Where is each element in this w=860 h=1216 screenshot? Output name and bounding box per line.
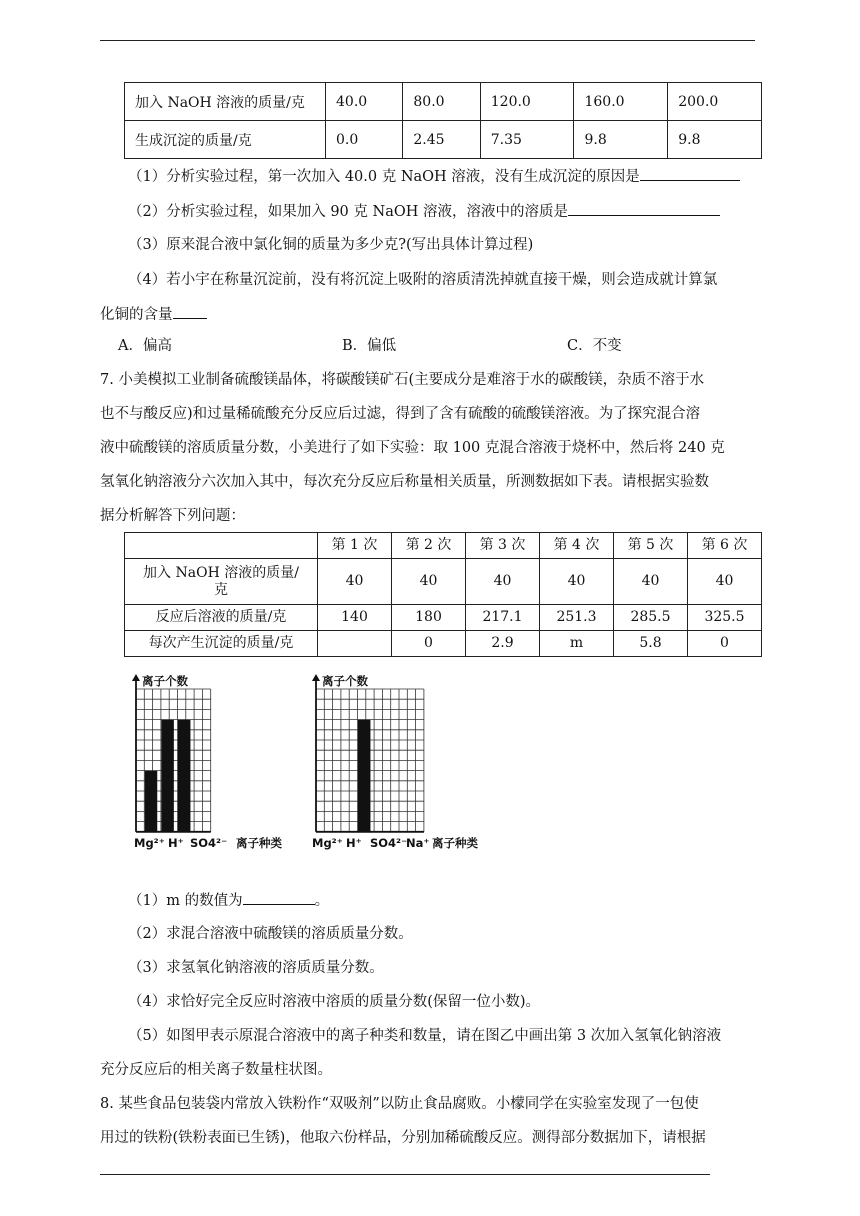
table-row [125,631,762,657]
option-c: C．不变 [567,338,622,354]
naoh-precipitate-table [124,82,762,159]
table-header-row [125,533,762,559]
row-label-line2: 克 [214,581,228,598]
bar [178,720,190,832]
q7-part1 [128,890,329,911]
table-cell: 0 [688,631,762,657]
q8-stem-line1: 8. 某些食品包装袋内常放入铁粉作“双吸剂”以防止食品腐败。小檬同学在实验室发现了一包使 [100,1096,699,1112]
column-header: 第 5 次 [614,533,688,559]
x-axis-label: 离子种类 [432,835,478,850]
q6-part4-line2 [100,304,207,325]
q7-stem-line1: 7. 小美模拟工业制备硫酸镁晶体，将碳酸镁矿石(主要成分是难溶于水的碳酸镁，杂质不溶于水 [100,372,705,388]
table-cell: 0 [392,631,466,657]
answer-blank [243,890,315,905]
corner-cell [125,533,318,559]
footer-rule [100,1174,710,1175]
q6-part1 [128,166,740,187]
q7-part1-text: （1）m 的数值为 [128,893,243,909]
bar [161,720,173,832]
table-row [125,559,762,605]
ion-chart-original [126,672,302,872]
row-label: 生成沉淀的质量/克 [125,121,326,159]
row-label: 每次产生沉淀的质量/克 [125,631,318,657]
table-cell: 285.5 [614,605,688,631]
category-label: Mg²⁺ [312,835,343,850]
answer-blank [568,201,720,216]
category-label: H⁺ [346,835,362,850]
table-cell: 200.0 [668,83,762,121]
table-cell [318,631,392,657]
q7-part1-end: 。 [314,893,330,909]
table-cell: 40 [540,559,614,605]
table-cell: 2.45 [403,121,480,159]
y-axis-label: 离子个数 [142,674,188,688]
option-b: B．偏低 [342,338,397,354]
bar [145,771,157,832]
q7-stem-line2: 也不与酸反应)和过量稀硫酸充分反应后过滤，得到了含有硫酸的硫酸镁溶液。为了探究混合溶 [100,406,701,422]
table-cell: 120.0 [480,83,574,121]
q7-part2: （2）求混合溶液中硫酸镁的溶质质量分数。 [128,926,413,942]
column-header: 第 2 次 [392,533,466,559]
table-cell: 40 [392,559,466,605]
q7-stem-line4: 氢氧化钠溶液分六次加入其中，每次充分反应后称量相关质量，所测数据如下表。请根据实验数 [100,474,709,490]
q8-stem-line2: 用过的铁粉(铁粉表面已生锈)，他取六份样品，分别加稀硫酸反应。测得部分数据加下，请根据 [100,1130,706,1146]
q6-part2 [128,201,720,222]
table-cell: 140 [318,605,392,631]
table-cell: 2.9 [466,631,540,657]
x-axis-label: 离子种类 [236,835,282,850]
table-cell: 7.35 [480,121,574,159]
header-rule [100,40,755,41]
q7-part5-line2: 充分反应后的相关离子数量柱状图。 [100,1062,332,1078]
y-axis-label: 离子个数 [322,674,368,688]
column-header: 第 3 次 [466,533,540,559]
table-cell: 40.0 [326,83,403,121]
q7-stem-line3: 液中硫酸镁的溶质质量分数，小美进行了如下实验：取 100 克混合溶液于烧杯中，然后将 240 克 [100,440,725,456]
y-axis-arrow [312,674,320,681]
column-header: 第 4 次 [540,533,614,559]
row-label [125,559,318,605]
table-cell: 325.5 [688,605,762,631]
table-cell: 40 [318,559,392,605]
y-axis-arrow [132,674,140,681]
answer-blank [173,304,207,319]
q6-part4-text: 化铜的含量 [100,307,173,323]
column-header: 第 6 次 [688,533,762,559]
answer-blank [640,166,740,181]
table-row [125,83,762,121]
table-cell: 217.1 [466,605,540,631]
q6-part4-line1: （4）若小宇在称量沉淀前，没有将沉淀上吸附的溶质清洗掉就直接干燥，则会造成就计算氯 [128,272,718,288]
q7-part5-line1: （5）如图甲表示原混合溶液中的离子种类和数量，请在图乙中画出第 3 次加入氢氧化钠溶液 [128,1028,722,1044]
ion-chart-answer [308,672,496,872]
table-cell: 40 [614,559,688,605]
table-cell: 40 [466,559,540,605]
row-label: 反应后溶液的质量/克 [125,605,318,631]
table-cell: 160.0 [574,83,668,121]
q6-part2-text: （2）分析实验过程，如果加入 90 克 NaOH 溶液，溶液中的溶质是 [128,204,568,220]
q7-data-table [124,532,762,657]
category-label: Mg²⁺ [134,835,165,850]
option-a: A．偏高 [118,338,172,354]
bar [358,720,370,832]
q6-part3: （3）原来混合液中氯化铜的质量为多少克?(写出具体计算过程) [128,237,534,253]
category-label: SO4²⁻ [370,835,408,850]
table-cell: 9.8 [574,121,668,159]
row-label: 加入 NaOH 溶液的质量/克 [125,83,326,121]
table-cell: 9.8 [668,121,762,159]
table-row [125,605,762,631]
table-cell: 80.0 [403,83,480,121]
table-cell: 5.8 [614,631,688,657]
row-label-line1: 加入 NaOH 溶液的质量/ [143,564,299,581]
table-cell: 40 [688,559,762,605]
q7-part4: （4）求恰好完全反应时溶液中溶质的质量分数(保留一位小数)。 [128,994,541,1010]
table-cell: 180 [392,605,466,631]
q6-part1-text: （1）分析实验过程，第一次加入 40.0 克 NaOH 溶液，没有生成沉淀的原因是 [128,169,640,185]
table-cell: m [540,631,614,657]
category-label: SO4²⁻ [190,835,228,850]
q7-stem-line5: 据分析解答下列问题： [100,508,245,524]
category-label: Na⁺ [406,835,430,850]
table-cell: 0.0 [326,121,403,159]
category-label: H⁺ [168,835,184,850]
column-header: 第 1 次 [318,533,392,559]
table-cell: 251.3 [540,605,614,631]
table-row [125,121,762,159]
q7-part3: （3）求氢氧化钠溶液的溶质质量分数。 [128,960,384,976]
